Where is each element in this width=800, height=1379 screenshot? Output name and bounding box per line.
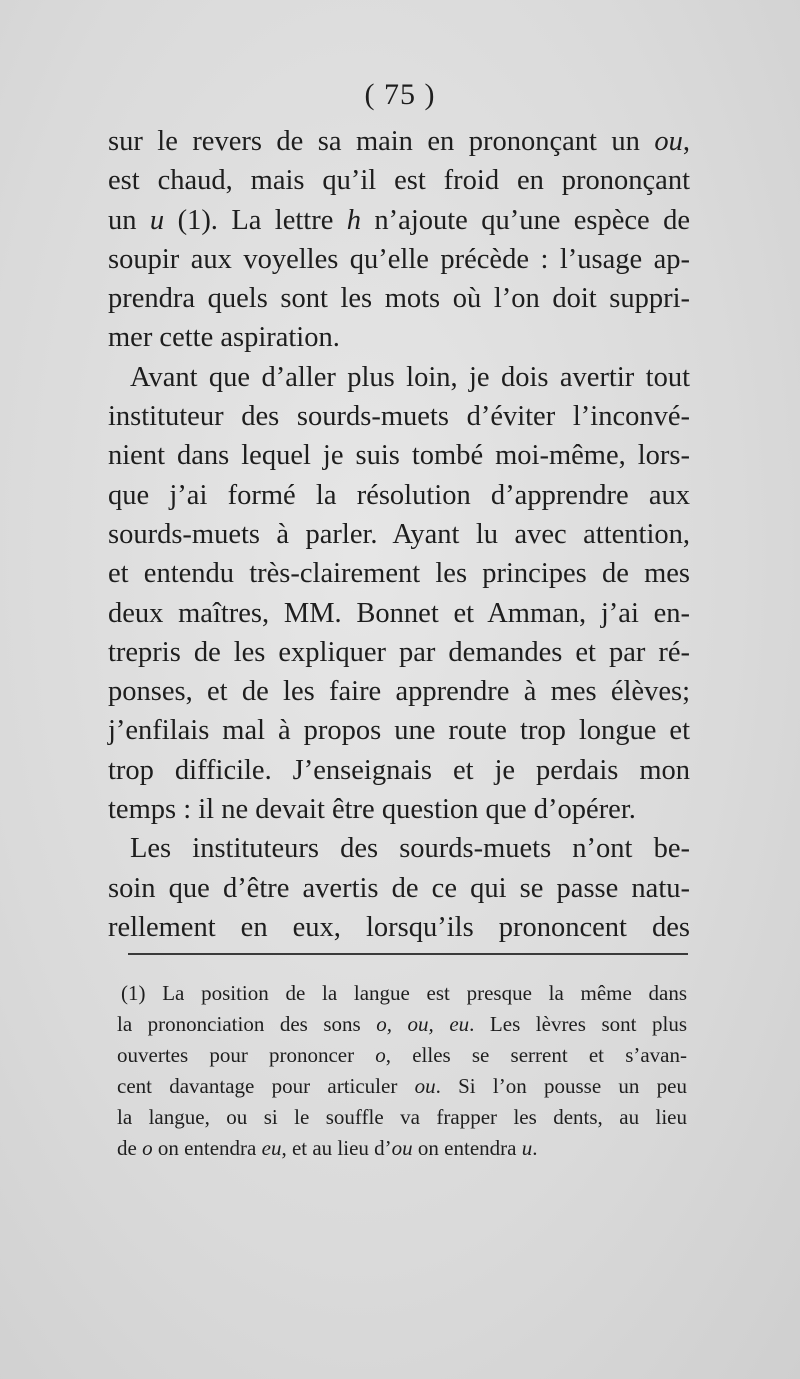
body-line <box>108 161 690 200</box>
text-run: on entendra <box>152 1136 262 1160</box>
text-run: trop difficile. J’enseignais et je perdais mon <box>108 754 690 786</box>
text-run: . Si l’on pousse un peu <box>435 1074 688 1098</box>
body-line <box>108 672 690 711</box>
page-number: ( 75 ) <box>364 78 436 111</box>
text-run: on entendra <box>412 1136 522 1160</box>
text-run: soin que d’être avertis de ce qui se passe natu- <box>108 872 690 904</box>
text-run: sourds-muets à parler. Ayant lu avec attention, <box>108 518 690 550</box>
text-run: rellement en eux, lorsqu’ils prononcent des <box>108 911 690 943</box>
text-run: soupir aux voyelles qu’elle précède : l’usage ap- <box>108 243 690 275</box>
body-line <box>108 829 690 868</box>
italic-text: o, ou, eu <box>376 1012 470 1036</box>
text-run: , elles se serrent et s’avan- <box>385 1043 687 1067</box>
footnote-line <box>117 1133 687 1164</box>
footnote <box>117 978 687 1164</box>
text-run: ponses, et de les faire apprendre à mes élèves; <box>108 676 690 708</box>
body-line <box>108 869 690 908</box>
footnote-line <box>117 978 687 1009</box>
text-run: trepris de les expliquer par demandes et par ré- <box>108 636 690 668</box>
footnote-line <box>117 1102 687 1133</box>
text-run: prendra quels sont les mots où l’on doit suppri- <box>108 283 690 315</box>
text-run: Avant que d’aller plus loin, je dois avertir tout <box>130 361 690 393</box>
italic-text: o <box>375 1043 386 1067</box>
text-run: mer cette aspiration. <box>108 322 340 354</box>
text-run: (1) La position de la langue est presque la même dans <box>121 981 687 1005</box>
italic-text: u <box>149 204 165 236</box>
body-line <box>108 436 690 475</box>
italic-text: ou <box>654 126 683 157</box>
body-line <box>108 122 690 161</box>
text-run: (1). La lettre <box>164 204 347 236</box>
body-line <box>108 711 690 750</box>
italic-text: ou <box>414 1074 436 1098</box>
body-line <box>108 908 690 947</box>
body-line <box>108 397 690 436</box>
body-line <box>108 751 690 790</box>
body-line <box>108 201 690 240</box>
italic-text: h <box>346 204 362 236</box>
body-line <box>108 240 690 279</box>
text-run: , <box>682 126 690 157</box>
body-line <box>108 554 690 593</box>
text-run: et entendu très-clairement les principes de mes <box>108 558 690 590</box>
text-run: n’ajoute qu’une espèce de <box>361 204 691 236</box>
text-run: deux maîtres, MM. Bonnet et Amman, j’ai en- <box>108 597 690 629</box>
footnote-rule <box>128 953 688 955</box>
text-run: temps : il ne devait être question que d’opérer. <box>108 794 636 826</box>
text-run: j’enfilais mal à propos une route trop longue et <box>108 715 690 747</box>
text-run: un <box>108 204 150 236</box>
text-run: la langue, ou si le souffle va frapper les dents, au lieu <box>117 1105 687 1129</box>
footnote-line <box>117 1009 687 1040</box>
body-line <box>108 279 690 318</box>
text-run: cent davantage pour articuler <box>117 1074 415 1098</box>
body-line <box>108 358 690 397</box>
body-line <box>108 318 690 357</box>
body-line <box>108 476 690 515</box>
text-run: est chaud, mais qu’il est froid en prononçant <box>108 165 690 197</box>
body-line <box>108 594 690 633</box>
text-run: , et au lieu d’ <box>281 1136 392 1160</box>
text-run: . <box>532 1136 538 1160</box>
italic-text: u <box>521 1136 533 1160</box>
text-run: sur le revers de sa main en prononçant un <box>108 126 655 157</box>
body-line <box>108 633 690 672</box>
text-run: nient dans lequel je suis tombé moi-même, lors- <box>108 440 690 472</box>
italic-text: o <box>142 1136 153 1160</box>
body-line <box>108 790 690 829</box>
text-run: . Les lèvres sont plus <box>469 1012 688 1036</box>
text-run: Les instituteurs des sourds-muets n’ont be- <box>130 833 690 865</box>
body-line <box>108 515 690 554</box>
footnote-line <box>117 1040 687 1071</box>
italic-text: ou <box>391 1136 413 1160</box>
italic-text: eu <box>261 1136 282 1160</box>
text-run: ouvertes pour prononcer <box>117 1043 376 1067</box>
text-run: que j’ai formé la résolution d’apprendre aux <box>108 479 690 511</box>
text-run: la prononciation des sons <box>117 1012 377 1036</box>
text-run: instituteur des sourds-muets d’éviter l’inconvé- <box>108 401 690 433</box>
footnote-line <box>117 1071 687 1102</box>
text-run: de <box>117 1136 143 1160</box>
body-text <box>108 122 690 947</box>
